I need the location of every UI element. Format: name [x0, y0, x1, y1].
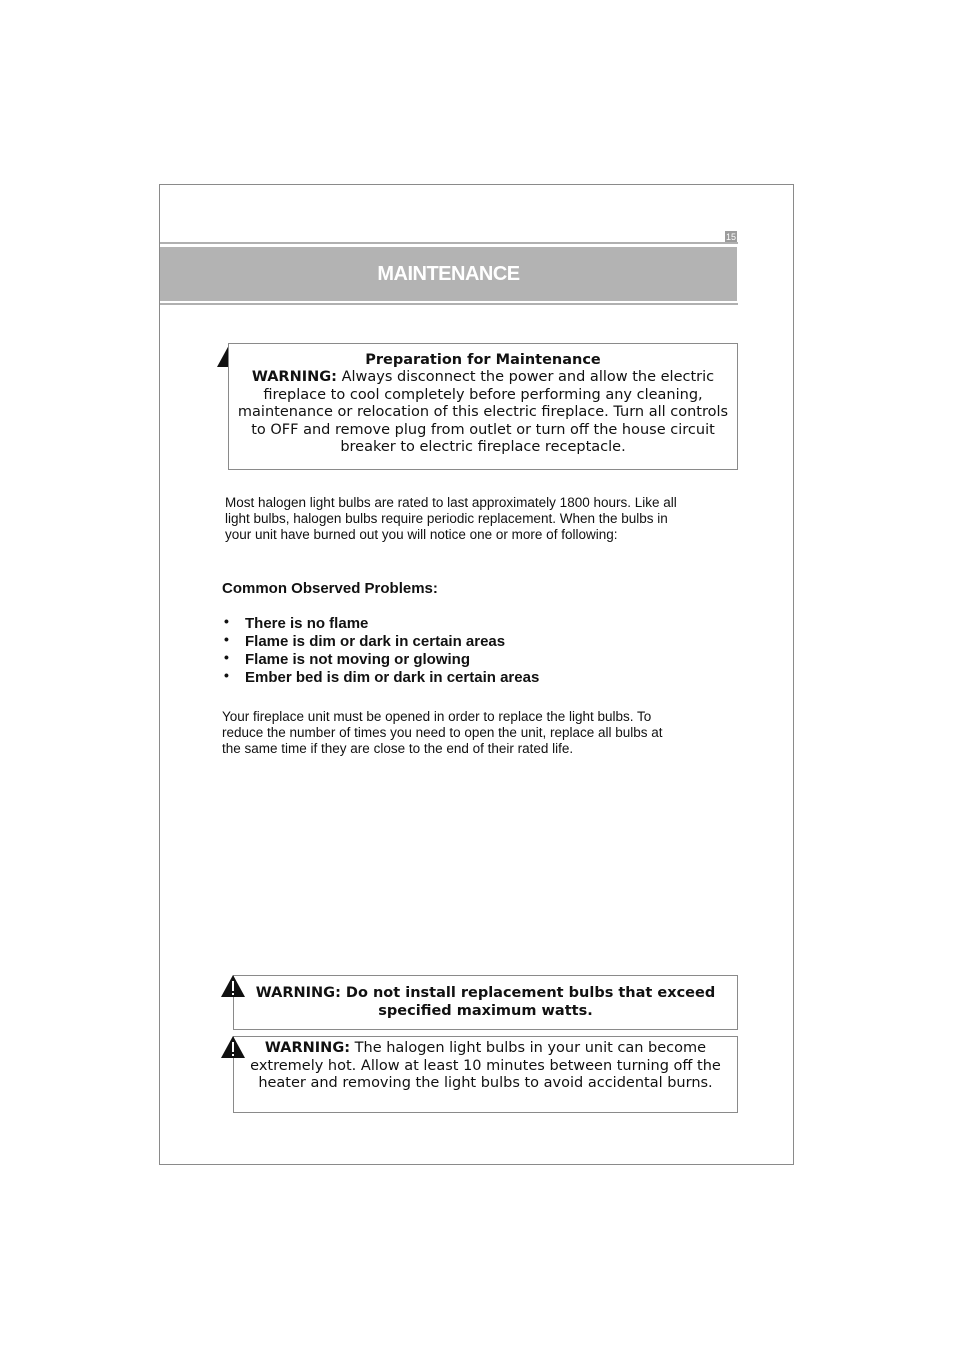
preparation-warning-body: Always disconnect the power and allow the electric fireplace to cool completely before performing any cleaning, maintenance or relocation of this electric fireplace. Turn all controls to OFF and remove plug from outlet or turn off the house circuit breaker to electric fireplace receptacle.: [237, 369, 729, 456]
warning-triangle-icon: [220, 974, 246, 998]
list-item: [222, 615, 539, 633]
list-item: [222, 633, 539, 651]
hot-bulbs-warning-text: The halogen light bulbs in your unit can become extremely hot. Allow at least 10 minutes between turning off the heater and removing the light bulbs to avoid accidental burns.: [250, 1040, 721, 1092]
warning-triangle-icon: [220, 1035, 246, 1059]
bullet: •: [224, 649, 229, 665]
problems-heading: Common Observed Problems:: [222, 580, 438, 597]
list-item: [222, 669, 539, 687]
warning-label: WARNING:: [264, 1040, 351, 1056]
preparation-warning-text: [235, 369, 731, 457]
list-item-text: There is no flame: [245, 615, 369, 632]
bullet: •: [224, 613, 229, 629]
page-number: 15: [725, 232, 736, 242]
watts-warning-text: WARNING: Do not install replacement bulbs that exceed specified maximum watts.: [255, 985, 716, 1019]
problems-list: [222, 615, 539, 687]
list-item: [222, 651, 539, 669]
watts-warning-box: [233, 975, 738, 1030]
intro-paragraph: Most halogen light bulbs are rated to last approximately 1800 hours. Like all light bulbs, halogen bulbs require periodic replacement. When the bulbs in your unit have burned out you will notice one or more of following:: [225, 495, 677, 543]
section-header: [160, 247, 737, 301]
section-title: MAINTENANCE: [377, 262, 520, 285]
list-item-text: Flame is dim or dark in certain areas: [245, 633, 506, 650]
bullet: •: [224, 667, 229, 683]
preparation-warning-box: [228, 343, 738, 470]
header-rule-top: [160, 242, 738, 244]
list-item-text: Ember bed is dim or dark in certain areas: [245, 669, 540, 686]
bullet: •: [224, 631, 229, 647]
list-item-text: Flame is not moving or glowing: [245, 651, 471, 668]
warning-label: WARNING:: [251, 369, 337, 385]
preparation-title: Preparation for Maintenance: [365, 352, 601, 368]
header-rule-bottom: [160, 303, 738, 305]
hot-bulbs-warning-box: [233, 1036, 738, 1113]
replace-paragraph: Your fireplace unit must be opened in order to replace the light bulbs. To reduce the number of times you need to open the unit, replace all bulbs at the same time if they are close to the end of their rated life.: [222, 709, 663, 757]
